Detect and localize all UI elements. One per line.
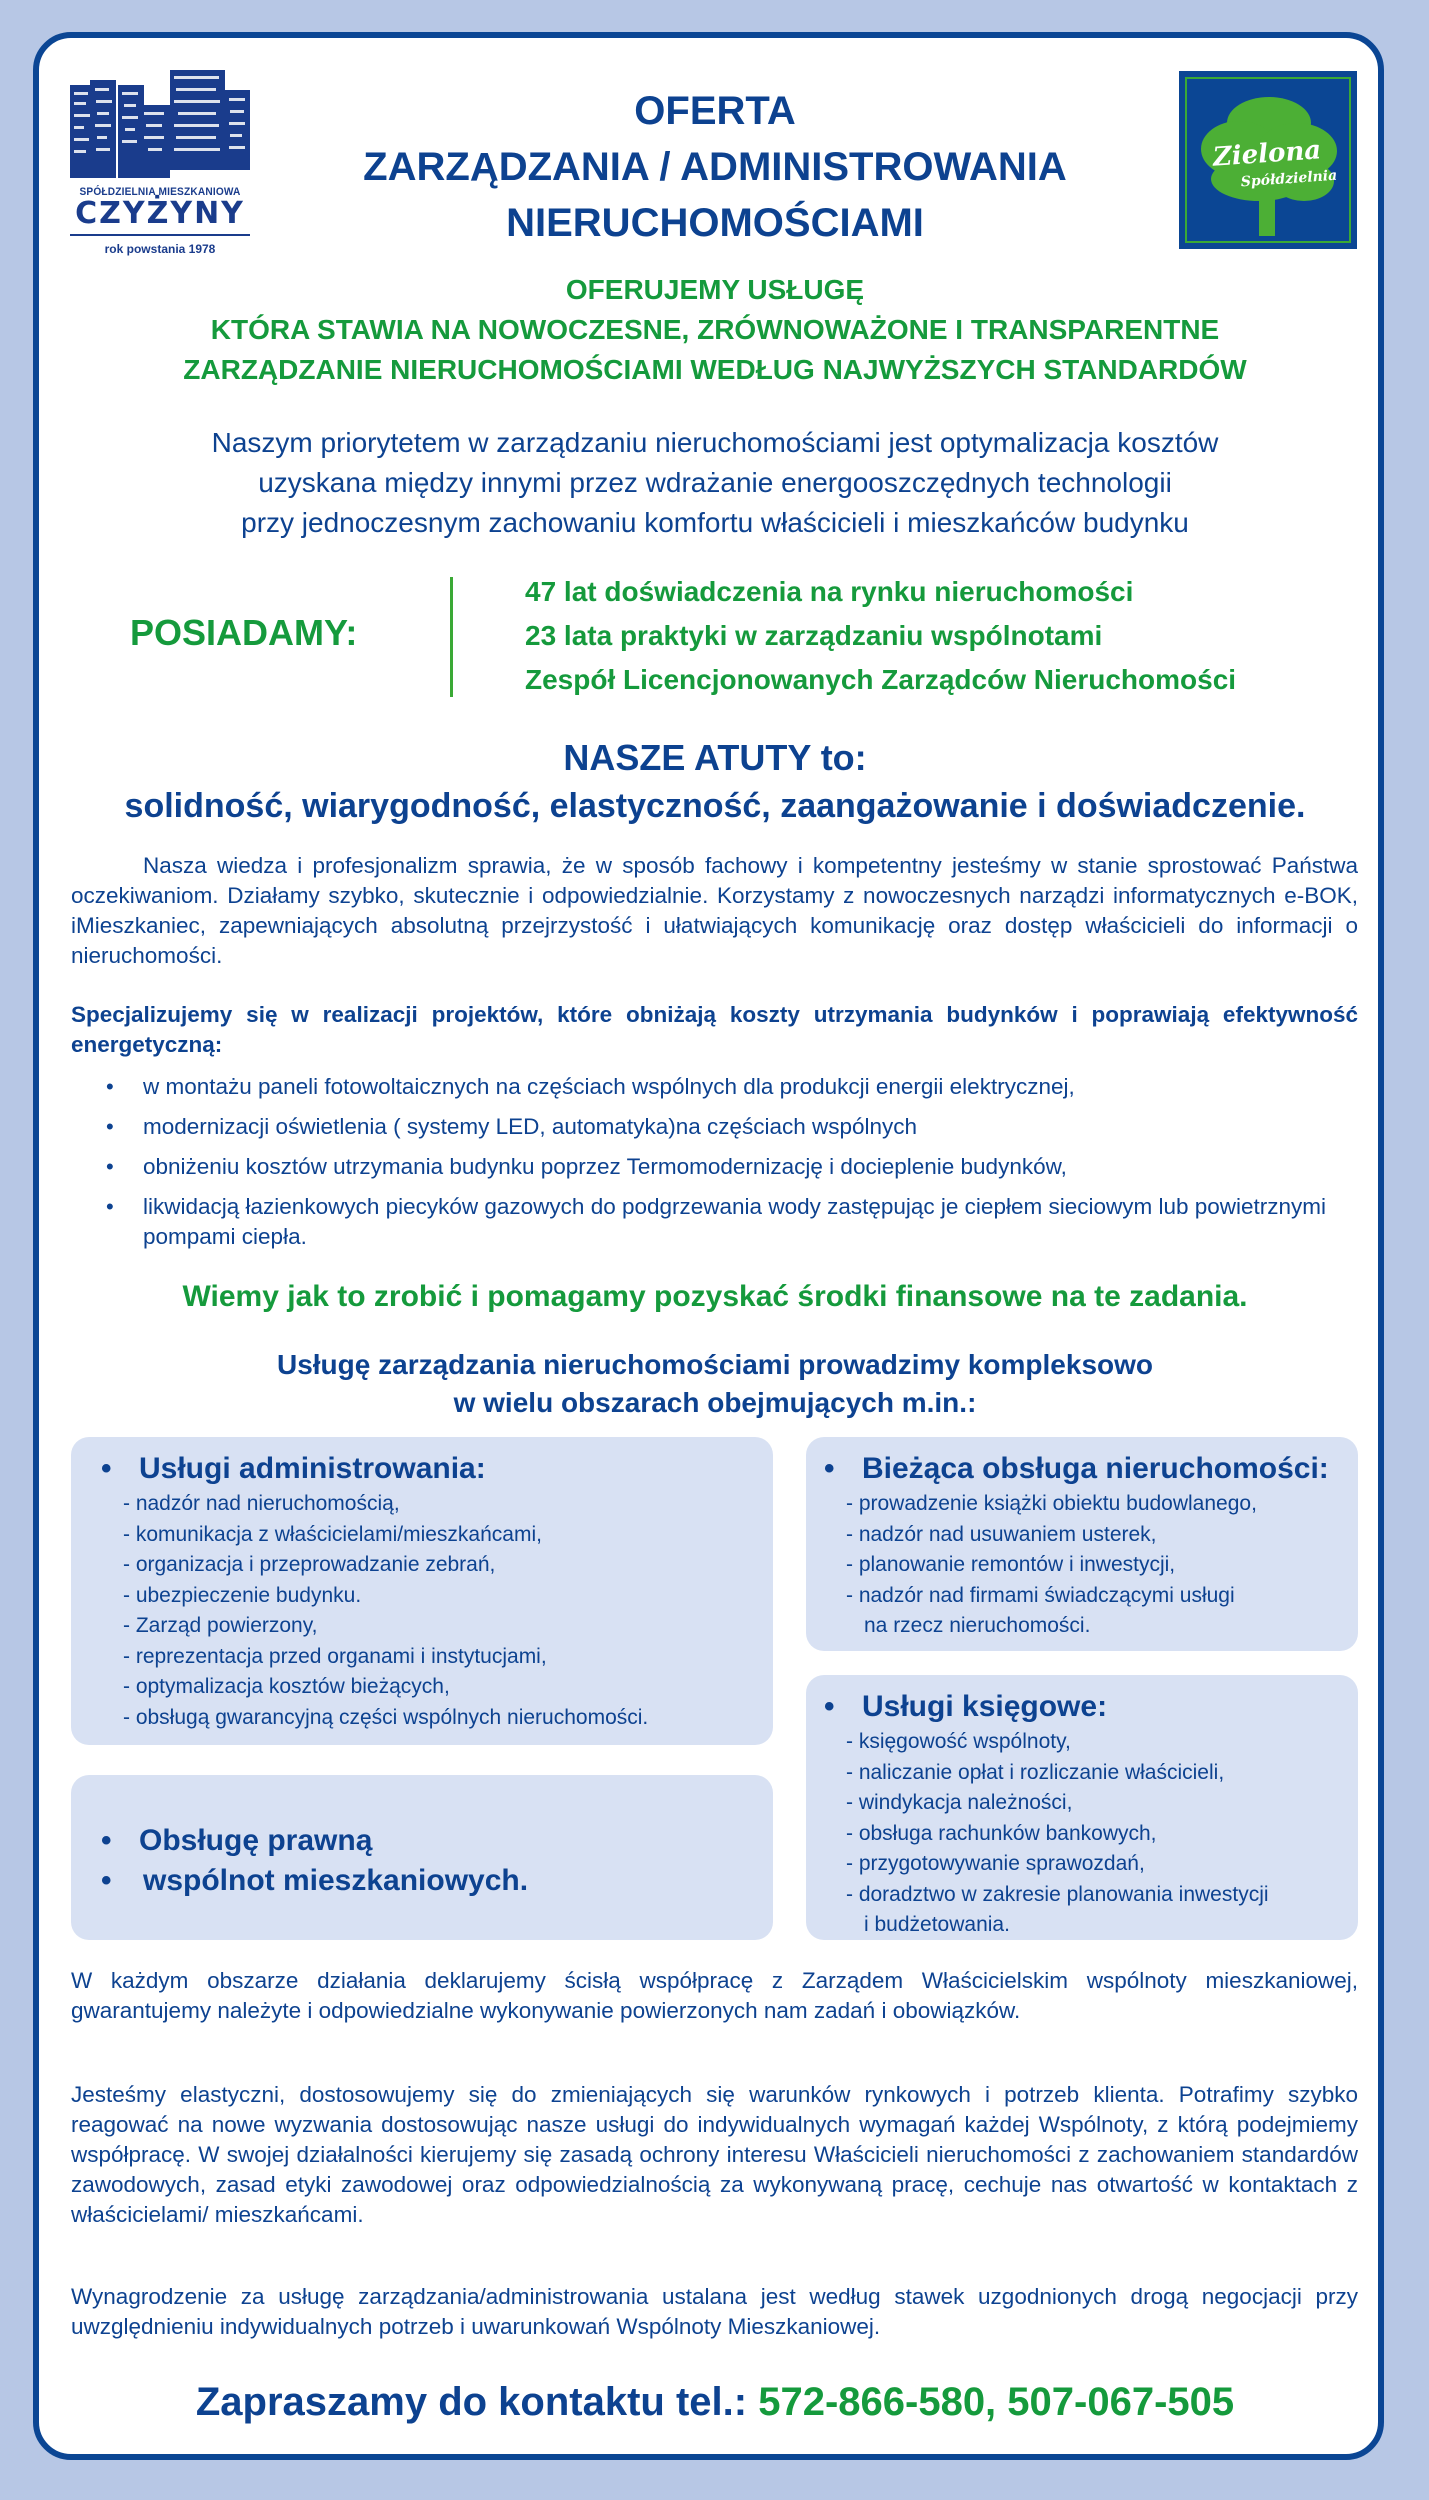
services-heading-line: w wielu obszarach obejmujących m.in.: bbox=[453, 1387, 977, 1418]
card-item: - prowadzenie książki obiektu budowlanego, bbox=[846, 1492, 1257, 1515]
atuty-heading: NASZE ATUTY to: bbox=[563, 737, 867, 778]
card-item: - naliczanie opłat i rozliczanie właścicieli, bbox=[846, 1760, 1225, 1784]
buildings-icon bbox=[70, 70, 250, 178]
priority-statement bbox=[60, 423, 1370, 543]
paragraph-cooperation: W każdym obszarze działania deklarujemy ścisłą współpracę z Zarządem Właścicielskim wspólnoty mieszkaniowej, gwarantujemy należyte i odpowiedzialne wykonywanie powierzonych nam zadań i obowiązków. bbox=[71, 1968, 1358, 2023]
posiadamy-item: 47 lat doświadczenia na rynku nieruchomości bbox=[525, 576, 1134, 607]
priority-line: uzyskana między innymi przez wdrażanie energooszczędnych technologii bbox=[258, 467, 1172, 498]
card-item: - obsługą gwarancyjną części wspólnych nieruchomości. bbox=[123, 1705, 649, 1729]
card-title: • Obsługę prawną bbox=[101, 1821, 773, 1861]
card-title: • Usługi księgowe: bbox=[824, 1687, 1358, 1727]
logo-line2: Spółdzielnia bbox=[1240, 167, 1338, 191]
subtitle-line: ZARZĄDZANIE NIERUCHOMOŚCIAMI WEDŁUG NAJWYŻSZYCH STANDARDÓW bbox=[183, 354, 1247, 385]
subtitle-line: KTÓRA STAWIA NA NOWOCZESNE, ZRÓWNOWAŻONE I TRANSPARENTNE bbox=[210, 314, 1220, 345]
card-item: - nadzór nad nieruchomością, bbox=[123, 1492, 400, 1515]
card-title-line2 bbox=[101, 1861, 773, 1901]
card-item: - Zarząd powierzony, bbox=[123, 1614, 318, 1637]
card-item: na rzecz nieruchomości. bbox=[864, 1614, 1091, 1637]
card-item: - windykacja należności, bbox=[846, 1791, 1073, 1814]
specialization-list bbox=[71, 1072, 1358, 1262]
title-line: OFERTA bbox=[634, 89, 796, 133]
logo-divider bbox=[70, 234, 250, 236]
atuty-list: solidność, wiarygodność, elastyczność, zaangażowanie i doświadczenie. bbox=[124, 787, 1306, 825]
card-title-text: wspólnot mieszkaniowych. bbox=[143, 1864, 529, 1897]
list-item: • modernizacji oświetlenia ( systemy LED, automatyka)na częściach wspólnych bbox=[71, 1112, 1358, 1142]
card-item: i budżetowania. bbox=[864, 1913, 1010, 1936]
services-heading bbox=[60, 1346, 1370, 1422]
paragraph-expertise bbox=[71, 851, 1358, 971]
title-line: NIERUCHOMOŚCIAMI bbox=[506, 201, 924, 245]
list-item: • likwidacją łazienkowych piecyków gazowych do podgrzewania wody zastępując je ciepłem sieciowym lub powietrznymi pompami ciepła. bbox=[71, 1192, 1358, 1252]
list-item: • w montażu paneli fotowoltaicznych na częściach wspólnych dla produkcji energii elektrycznej, bbox=[71, 1072, 1358, 1102]
posiadamy-list bbox=[525, 570, 1236, 702]
logo-subtitle: SPÓŁDZIELNIA MIESZKANIOWA bbox=[79, 186, 241, 198]
posiadamy-label: POSIADAMY: bbox=[130, 612, 358, 653]
card-current-maintenance bbox=[806, 1437, 1358, 1651]
card-item: - nadzór nad firmami świadczącymi usługi bbox=[846, 1583, 1235, 1607]
card-accounting bbox=[806, 1675, 1358, 1940]
paragraph-remuneration: Wynagrodzenie za usługę zarządzania/administrowania ustalana jest według stawek uzgodnionych drogą negocjacji przy uwzględnieniu indywidualnych potrzeb i uwarunkowań Wspólnoty Mieszkaniowej. bbox=[71, 2284, 1358, 2339]
card-item: - ubezpieczenie budynku. bbox=[123, 1583, 362, 1607]
card-item: - doradztwo w zakresie planowania inwestycji bbox=[846, 1882, 1269, 1906]
logo-name: CZYŻYNY bbox=[75, 196, 245, 231]
priority-line: Naszym priorytetem w zarządzaniu nieruchomościami jest optymalizacja kosztów bbox=[211, 427, 1219, 458]
card-item: - obsługa rachunków bankowych, bbox=[846, 1821, 1157, 1845]
card-item: - planowanie remontów i inwestycji, bbox=[846, 1553, 1176, 1576]
card-item: - księgowość wspólnoty, bbox=[846, 1730, 1071, 1753]
funding-statement: Wiemy jak to zrobić i pomagamy pozyskać środki finansowe na te zadania. bbox=[182, 1280, 1248, 1313]
offer-subtitle bbox=[60, 270, 1370, 390]
card-item: - optymalizacja kosztów bieżących, bbox=[123, 1675, 450, 1698]
posiadamy-divider bbox=[450, 577, 453, 697]
posiadamy-item: Zespół Licencjonowanych Zarządców Nieruchomości bbox=[525, 664, 1237, 695]
card-item: - komunikacja z właścicielami/mieszkańcami, bbox=[123, 1522, 542, 1546]
logo-czyzyny bbox=[70, 70, 250, 256]
paragraph-flexibility: Jesteśmy elastyczni, dostosowujemy się do zmieniających się warunków rynkowych i potrzeb klienta. Potrafimy szybko reagować na nowe wyzwania dostosowując nasze usługi do indywidualnych wymagań każdej Wspólnoty, z którą podejmiemy współpracę. W swojej działalności kierujemy się zasadą ochrony interesu Właścicieli nieruchomości z zachowaniem standardów zawodowych, zasad etyki zawodowej oraz odpowiedzialnością za wykonywaną pracę, cechuje nas otwartość w kontaktach z właścicielami/ mieszkańcami. bbox=[71, 2082, 1358, 2227]
contact-line bbox=[60, 2380, 1370, 2425]
posiadamy-item: 23 lata praktyki w zarządzaniu wspólnotami bbox=[525, 620, 1103, 651]
logo-line1: Zielona bbox=[1211, 135, 1323, 173]
specialization-intro: Specjalizujemy się w realizacji projektów, które obniżają koszty utrzymania budynków i poprawiają efektywność energetyczną: bbox=[71, 1002, 1358, 1057]
card-title: • Usługi administrowania: bbox=[101, 1449, 773, 1489]
priority-line: przy jednoczesnym zachowaniu komfortu właścicieli i mieszkańców budynku bbox=[241, 507, 1189, 538]
contact-phones[interactable]: 572-866-580, 507-067-505 bbox=[758, 2380, 1235, 2424]
list-item: • obniżeniu kosztów utrzymania budynku poprzez Termomodernizację i docieplenie budynków, bbox=[71, 1152, 1358, 1182]
card-item: - reprezentacja przed organami i instytucjami, bbox=[123, 1644, 547, 1668]
card-title: • Bieżąca obsługa nieruchomości: bbox=[824, 1449, 1358, 1489]
paragraph-text: Nasza wiedza i profesjonalizm sprawia, że w sposób fachowy i kompetentny jesteśmy w stanie sprostować Państwa oczekiwaniom. Działamy szybko, skutecznie i odpowiedzialnie. Korzystamy z nowoczesnych narządzi informatycznych e-BOK, iMieszkaniec, zapewniających absolutną przejrzystość i ułatwiających komunikację oraz dostęp właścicieli do informacji o nieruchomości. bbox=[71, 853, 1358, 968]
logo-year: rok powstania 1978 bbox=[104, 242, 216, 256]
card-item: - przygotowywanie sprawozdań, bbox=[846, 1852, 1145, 1875]
logo-zielona-spoldzielnia bbox=[1179, 71, 1357, 249]
page-title bbox=[280, 83, 1150, 251]
title-line: ZARZĄDZANIA / ADMINISTROWANIA bbox=[363, 145, 1067, 189]
card-item: - nadzór nad usuwaniem usterek, bbox=[846, 1522, 1157, 1546]
services-heading-line: Usługę zarządzania nieruchomościami prowadzimy kompleksowo bbox=[276, 1349, 1153, 1380]
card-administration bbox=[71, 1437, 773, 1745]
card-legal bbox=[71, 1775, 773, 1940]
card-item: - organizacja i przeprowadzanie zebrań, bbox=[123, 1553, 496, 1576]
subtitle-line: OFERUJEMY USŁUGĘ bbox=[565, 274, 865, 305]
contact-label: Zapraszamy do kontaktu tel.: bbox=[195, 2380, 748, 2424]
